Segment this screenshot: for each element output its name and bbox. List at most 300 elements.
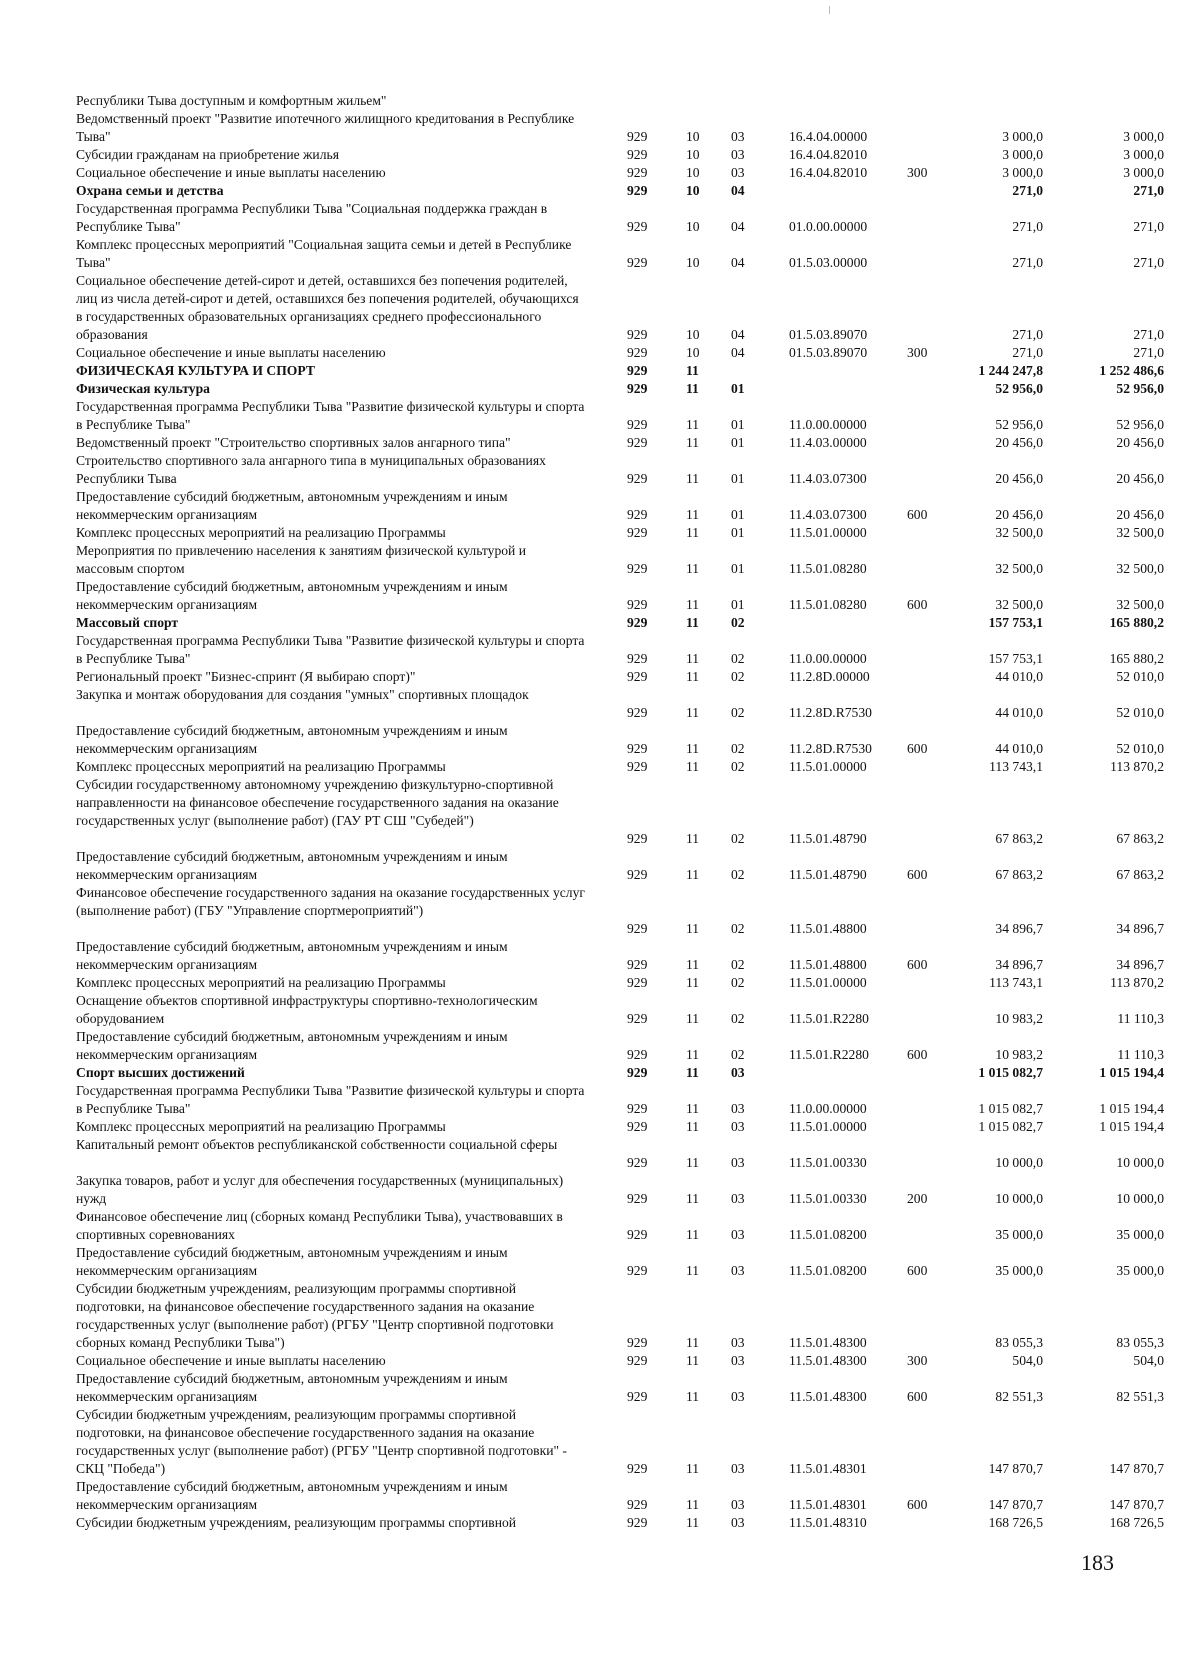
cell-min: 929 [627, 957, 648, 972]
cell-pr: 03 [731, 1065, 745, 1080]
cell-rz: 11 [686, 705, 700, 720]
cell-s2: 83 055,3 [1116, 1335, 1164, 1350]
cell-csr: 11.5.01.00000 [789, 975, 867, 990]
cell-s1: 34 896,7 [995, 921, 1043, 936]
table-section-row [76, 380, 1166, 398]
table-row [76, 632, 1166, 668]
row-description: Финансовое обеспечение лиц (сборных команд Республики Тыва), участвовавших в спортивных соревнованиях [76, 1209, 563, 1242]
cell-pr: 02 [731, 975, 745, 990]
cell-s1: 20 456,0 [995, 435, 1043, 450]
cell-min: 929 [627, 651, 648, 666]
cell-csr: 11.2.8D.R7530 [789, 705, 872, 720]
cell-pr: 03 [731, 1497, 745, 1512]
cell-pr: 02 [731, 759, 745, 774]
table-row [76, 1028, 1166, 1064]
table-row [76, 1208, 1166, 1244]
cell-s2: 168 726,5 [1109, 1515, 1164, 1530]
cell-rz: 11 [686, 363, 699, 378]
cell-s2: 165 880,2 [1109, 615, 1164, 630]
cell-s2: 165 880,2 [1109, 651, 1164, 666]
cell-pr: 04 [731, 255, 745, 270]
cell-rz: 11 [686, 669, 700, 684]
cell-rz: 11 [686, 1155, 700, 1170]
cell-s2: 34 896,7 [1116, 921, 1164, 936]
cell-s2: 35 000,0 [1116, 1263, 1164, 1278]
cell-min: 929 [627, 147, 648, 162]
cell-min: 929 [627, 669, 648, 684]
cell-pr: 03 [731, 1101, 745, 1116]
cell-vr: 600 [907, 1263, 928, 1278]
cell-rz: 10 [686, 129, 700, 144]
cell-min: 929 [627, 327, 648, 342]
cell-s2: 32 500,0 [1116, 561, 1164, 576]
cell-rz: 10 [686, 183, 700, 198]
row-description: Предоставление субсидий бюджетным, автономным учреждениям и иным некоммерческим организациям [76, 723, 508, 756]
row-description: Республики Тыва доступным и комфортным жильем" [76, 93, 387, 108]
table-row [76, 686, 1166, 722]
cell-s2: 35 000,0 [1116, 1227, 1164, 1242]
row-description: Оснащение объектов спортивной инфраструктуры спортивно-технологическим оборудованием [76, 993, 538, 1026]
cell-s2: 271,0 [1133, 219, 1164, 234]
cell-s2: 1 252 486,6 [1099, 363, 1164, 378]
row-description: Массовый спорт [76, 615, 179, 630]
table-row [76, 722, 1166, 758]
cell-min: 929 [627, 1389, 648, 1404]
cell-csr: 11.5.01.R2280 [789, 1047, 869, 1062]
cell-rz: 11 [686, 1011, 700, 1026]
row-description: ФИЗИЧЕСКАЯ КУЛЬТУРА И СПОРТ [76, 363, 315, 378]
cell-s1: 271,0 [1012, 219, 1043, 234]
cell-s2: 20 456,0 [1116, 471, 1164, 486]
row-description: Предоставление субсидий бюджетным, автономным учреждениям и иным некоммерческим организациям [76, 1371, 508, 1404]
cell-s2: 1 015 194,4 [1099, 1065, 1164, 1080]
cell-s1: 35 000,0 [995, 1227, 1043, 1242]
cell-pr: 03 [731, 1155, 745, 1170]
cell-min: 929 [627, 507, 648, 522]
cell-s2: 271,0 [1133, 255, 1164, 270]
row-description: Предоставление субсидий бюджетным, автономным учреждениям и иным некоммерческим организациям [76, 579, 508, 612]
cell-s2: 271,0 [1133, 327, 1164, 342]
cell-min: 929 [627, 1515, 648, 1530]
cell-rz: 11 [686, 759, 700, 774]
row-description: Субсидии бюджетным учреждениям, реализующим программы спортивной подготовки, на финансовое обеспечение государственного задания на оказание государственных услуг (выполнение работ) (РГБУ "Центр спортивной подготовки" - СКЦ "Победа") [76, 1407, 567, 1476]
cell-csr: 11.5.01.08280 [789, 597, 867, 612]
cell-s2: 67 863,2 [1116, 867, 1164, 882]
cell-min: 929 [627, 525, 648, 540]
cell-rz: 11 [686, 867, 700, 882]
cell-min: 929 [627, 1155, 648, 1170]
cell-csr: 11.5.01.48300 [789, 1389, 867, 1404]
row-description: Комплекс процессных мероприятий на реализацию Программы [76, 759, 446, 774]
cell-pr: 04 [731, 219, 745, 234]
cell-rz: 11 [686, 957, 700, 972]
table-row [76, 848, 1166, 884]
row-description: Предоставление субсидий бюджетным, автономным учреждениям и иным некоммерческим организациям [76, 1245, 508, 1278]
cell-pr: 03 [731, 1515, 745, 1530]
cell-rz: 10 [686, 147, 700, 162]
cell-csr: 11.4.03.07300 [789, 471, 867, 486]
cell-pr: 03 [731, 165, 745, 180]
table-row [76, 1244, 1166, 1280]
cell-min: 929 [627, 1191, 648, 1206]
page-number: 183 [1081, 1550, 1114, 1575]
cell-min: 929 [627, 435, 648, 450]
cell-min: 929 [627, 1335, 648, 1350]
cell-csr: 11.5.01.00000 [789, 525, 867, 540]
cell-pr: 03 [731, 1353, 745, 1368]
table-row [76, 92, 1166, 110]
cell-s1: 504,0 [1012, 1353, 1043, 1368]
cell-pr: 03 [731, 1227, 745, 1242]
table-row [76, 452, 1166, 488]
table-row [76, 938, 1166, 974]
table-section-row [76, 1064, 1166, 1082]
cell-csr: 11.5.01.48300 [789, 1335, 867, 1350]
cell-s1: 20 456,0 [995, 471, 1043, 486]
row-description: Ведомственный проект "Развитие ипотечного жилищного кредитования в Республике Тыва" [76, 111, 575, 144]
table-row [76, 200, 1166, 236]
cell-min: 929 [627, 363, 648, 378]
table-section-row [76, 182, 1166, 200]
cell-min: 929 [627, 1119, 648, 1134]
cell-pr: 01 [731, 525, 745, 540]
cell-rz: 11 [686, 1389, 700, 1404]
cell-s1: 44 010,0 [995, 705, 1043, 720]
cell-rz: 10 [686, 219, 700, 234]
cell-s2: 3 000,0 [1123, 129, 1164, 144]
cell-s2: 52 956,0 [1116, 417, 1164, 432]
table-row [76, 146, 1166, 164]
row-description: Закупка товаров, работ и услуг для обеспечения государственных (муниципальных) нужд [76, 1173, 564, 1206]
cell-s1: 10 983,2 [995, 1047, 1043, 1062]
table-row [76, 164, 1166, 182]
budget-table [76, 92, 1166, 1532]
cell-s1: 32 500,0 [995, 561, 1043, 576]
cell-rz: 11 [686, 1497, 700, 1512]
cell-pr: 02 [731, 669, 745, 684]
row-description: Финансовое обеспечение государственного задания на оказание государственных услуг (выполнение работ) (ГБУ "Управление спортмероприятий") [76, 885, 585, 918]
cell-min: 929 [627, 867, 648, 882]
cell-rz: 11 [686, 1191, 700, 1206]
row-description: Капитальный ремонт объектов республиканской собственности социальной сферы [76, 1137, 558, 1152]
row-description: Комплекс процессных мероприятий "Социальная защита семьи и детей в Республике Тыва" [76, 237, 572, 270]
cell-rz: 11 [686, 921, 700, 936]
cell-s1: 147 870,7 [988, 1461, 1043, 1476]
cell-s2: 52 010,0 [1116, 741, 1164, 756]
cell-csr: 16.4.04.82010 [789, 147, 868, 162]
table-row [76, 992, 1166, 1028]
cell-csr: 11.5.01.08200 [789, 1263, 867, 1278]
cell-s1: 271,0 [1012, 327, 1043, 342]
table-row [76, 398, 1166, 434]
cell-s2: 20 456,0 [1116, 507, 1164, 522]
table-row [76, 236, 1166, 272]
cell-rz: 11 [686, 1515, 700, 1530]
cell-min: 929 [627, 1263, 648, 1278]
cell-rz: 11 [686, 831, 700, 846]
cell-csr: 11.0.00.00000 [789, 417, 867, 432]
cell-pr: 02 [731, 1011, 745, 1026]
table-row [76, 1118, 1166, 1136]
table-row [76, 1406, 1166, 1478]
cell-pr: 03 [731, 1389, 745, 1404]
row-description: Государственная программа Республики Тыва "Социальная поддержка граждан в Республике Тыва" [76, 201, 548, 234]
cell-pr: 04 [731, 345, 745, 360]
cell-csr: 11.5.01.08200 [789, 1227, 867, 1242]
cell-csr: 11.5.01.48790 [789, 831, 867, 846]
cell-min: 929 [627, 975, 648, 990]
cell-pr: 01 [731, 561, 745, 576]
table-row [76, 110, 1166, 146]
cell-rz: 11 [686, 975, 700, 990]
row-description: Строительство спортивного зала ангарного типа в муниципальных образованиях Республики Тыва [76, 453, 546, 486]
cell-s2: 3 000,0 [1123, 147, 1164, 162]
cell-rz: 10 [686, 165, 700, 180]
row-description: Государственная программа Республики Тыва "Развитие физической культуры и спорта в Республике Тыва" [76, 633, 585, 666]
cell-csr: 11.5.01.48800 [789, 921, 867, 936]
cell-s2: 271,0 [1133, 345, 1164, 360]
cell-pr: 03 [731, 129, 745, 144]
cell-min: 929 [627, 129, 648, 144]
cell-csr: 11.2.8D.00000 [789, 669, 870, 684]
cell-pr: 01 [731, 471, 745, 486]
cell-min: 929 [627, 615, 648, 630]
cell-s1: 157 753,1 [988, 615, 1043, 630]
cell-vr: 600 [907, 507, 928, 522]
cell-rz: 11 [686, 417, 700, 432]
cell-pr: 03 [731, 1461, 745, 1476]
cell-s1: 113 743,1 [989, 759, 1043, 774]
cell-rz: 10 [686, 255, 700, 270]
row-description: Спорт высших достижений [76, 1065, 245, 1080]
cell-rz: 11 [686, 741, 700, 756]
cell-csr: 01.5.03.89070 [789, 327, 868, 342]
row-description: Предоставление субсидий бюджетным, автономным учреждениям и иным некоммерческим организациям [76, 489, 508, 522]
table-row [76, 524, 1166, 542]
cell-csr: 11.4.03.07300 [789, 507, 867, 522]
cell-min: 929 [627, 255, 648, 270]
table-row [76, 578, 1166, 614]
cell-s1: 1 015 082,7 [978, 1101, 1043, 1116]
table-row [76, 1136, 1166, 1172]
row-description: Социальное обеспечение и иные выплаты населению [76, 345, 386, 360]
cell-s1: 271,0 [1012, 183, 1043, 198]
cell-s1: 44 010,0 [995, 669, 1043, 684]
cell-rz: 11 [686, 651, 700, 666]
cell-min: 929 [627, 1011, 648, 1026]
table-row [76, 1370, 1166, 1406]
cell-vr: 600 [907, 1389, 928, 1404]
cell-s2: 32 500,0 [1116, 597, 1164, 612]
cell-s2: 10 000,0 [1116, 1155, 1164, 1170]
table-row [76, 488, 1166, 524]
cell-s1: 3 000,0 [1002, 129, 1043, 144]
cell-s1: 34 896,7 [995, 957, 1043, 972]
cell-s2: 1 015 194,4 [1099, 1119, 1164, 1134]
row-description: Субсидии государственному автономному учреждению физкультурно-спортивной направленности на финансовое обеспечение государственного задания на оказание государственных услуг (выполнение работ) (ГАУ РТ СШ "Субедей") [76, 777, 559, 828]
cell-csr: 11.5.01.48310 [789, 1515, 867, 1530]
cell-min: 929 [627, 1065, 648, 1080]
table-row [76, 668, 1166, 686]
cell-csr: 11.5.01.48790 [789, 867, 867, 882]
cell-csr: 11.4.03.00000 [789, 435, 867, 450]
cell-vr: 600 [907, 1497, 928, 1512]
cell-pr: 03 [731, 1335, 745, 1350]
cell-rz: 11 [686, 1263, 700, 1278]
cell-s1: 147 870,7 [988, 1497, 1043, 1512]
cell-pr: 01 [731, 417, 745, 432]
row-description: Закупка и монтаж оборудования для создания "умных" спортивных площадок [76, 687, 529, 702]
cell-csr: 11.5.01.48301 [789, 1497, 867, 1512]
cell-s2: 52 010,0 [1116, 705, 1164, 720]
cell-csr: 11.5.01.R2280 [789, 1011, 869, 1026]
cell-pr: 01 [731, 597, 745, 612]
cell-s1: 32 500,0 [995, 525, 1043, 540]
cell-rz: 11 [686, 1353, 700, 1368]
row-description: Комплекс процессных мероприятий на реализацию Программы [76, 1119, 446, 1134]
cell-min: 929 [627, 1101, 648, 1116]
cell-rz: 11 [686, 525, 700, 540]
cell-pr: 02 [731, 831, 745, 846]
table-row [76, 272, 1166, 344]
cell-rz: 11 [686, 381, 699, 396]
table-row [76, 1478, 1166, 1514]
cell-s1: 3 000,0 [1002, 165, 1043, 180]
row-description: Субсидии бюджетным учреждениям, реализующим программы спортивной [76, 1515, 517, 1530]
cell-min: 929 [627, 705, 648, 720]
cell-min: 929 [627, 1461, 648, 1476]
table-section-row [76, 362, 1166, 380]
cell-csr: 01.5.03.00000 [789, 255, 868, 270]
cell-csr: 16.4.04.00000 [789, 129, 868, 144]
cell-min: 929 [627, 219, 648, 234]
cell-s1: 83 055,3 [995, 1335, 1043, 1350]
cell-s1: 10 000,0 [995, 1155, 1043, 1170]
cell-s2: 11 110,3 [1117, 1011, 1164, 1026]
cell-vr: 600 [907, 741, 928, 756]
table-row [76, 974, 1166, 992]
row-description: Государственная программа Республики Тыва "Развитие физической культуры и спорта в Республике Тыва" [76, 1083, 585, 1116]
cell-rz: 11 [686, 1335, 700, 1350]
cell-rz: 11 [686, 1065, 699, 1080]
table-row [76, 758, 1166, 776]
cell-pr: 01 [731, 381, 745, 396]
cell-s2: 11 110,3 [1117, 1047, 1164, 1062]
table-row [76, 1280, 1166, 1352]
cell-s2: 82 551,3 [1116, 1389, 1164, 1404]
cell-min: 929 [627, 345, 648, 360]
table-row [76, 344, 1166, 362]
cell-csr: 11.5.01.00330 [789, 1155, 867, 1170]
cell-s1: 1 015 082,7 [978, 1065, 1043, 1080]
cell-pr: 04 [731, 327, 745, 342]
cell-s1: 3 000,0 [1002, 147, 1043, 162]
cell-min: 929 [627, 471, 648, 486]
cell-csr: 11.2.8D.R7530 [789, 741, 872, 756]
cell-csr: 11.5.01.00000 [789, 759, 867, 774]
table-row [76, 776, 1166, 848]
cell-min: 929 [627, 183, 648, 198]
table-row [76, 1082, 1166, 1118]
cell-csr: 11.5.01.48301 [789, 1461, 867, 1476]
cell-s2: 113 870,2 [1110, 975, 1164, 990]
cell-s1: 44 010,0 [995, 741, 1043, 756]
row-description: Государственная программа Республики Тыва "Развитие физической культуры и спорта в Республике Тыва" [76, 399, 585, 432]
cell-pr: 01 [731, 507, 745, 522]
cell-s2: 147 870,7 [1109, 1497, 1164, 1512]
cell-s1: 157 753,1 [988, 651, 1043, 666]
cell-pr: 02 [731, 1047, 745, 1062]
table-row [76, 884, 1166, 938]
cell-rz: 11 [686, 561, 700, 576]
row-description: Предоставление субсидий бюджетным, автономным учреждениям и иным некоммерческим организациям [76, 1479, 508, 1512]
cell-min: 929 [627, 921, 648, 936]
cell-rz: 11 [686, 1461, 700, 1476]
cell-s1: 271,0 [1012, 255, 1043, 270]
cell-pr: 03 [731, 1119, 745, 1134]
cell-min: 929 [627, 561, 648, 576]
cell-vr: 600 [907, 597, 928, 612]
cell-s1: 67 863,2 [995, 867, 1043, 882]
cell-s2: 34 896,7 [1116, 957, 1164, 972]
cell-vr: 300 [907, 165, 928, 180]
cell-s2: 147 870,7 [1109, 1461, 1164, 1476]
cell-csr: 16.4.04.82010 [789, 165, 868, 180]
cell-s2: 52 010,0 [1116, 669, 1164, 684]
row-description: Мероприятия по привлечению населения к занятиям физической культурой и массовым спортом [76, 543, 526, 576]
cell-vr: 600 [907, 1047, 928, 1062]
cell-s2: 32 500,0 [1116, 525, 1164, 540]
cell-pr: 03 [731, 1191, 745, 1206]
cell-s1: 52 956,0 [995, 417, 1043, 432]
row-description: Комплекс процессных мероприятий на реализацию Программы [76, 975, 446, 990]
cell-rz: 11 [686, 471, 700, 486]
cell-min: 929 [627, 831, 648, 846]
cell-pr: 02 [731, 705, 745, 720]
cell-csr: 11.0.00.00000 [789, 651, 867, 666]
cell-min: 929 [627, 741, 648, 756]
cell-min: 929 [627, 417, 648, 432]
cell-pr: 02 [731, 867, 745, 882]
cell-min: 929 [627, 597, 648, 612]
cell-s1: 271,0 [1012, 345, 1043, 360]
cell-rz: 11 [686, 1119, 700, 1134]
cell-pr: 02 [731, 615, 745, 630]
cell-min: 929 [627, 1047, 648, 1062]
table-row [76, 434, 1166, 452]
row-description: Предоставление субсидий бюджетным, автономным учреждениям и иным некоммерческим организациям [76, 849, 508, 882]
row-description: Предоставление субсидий бюджетным, автономным учреждениям и иным некоммерческим организациям [76, 1029, 508, 1062]
table-row [76, 1514, 1166, 1532]
row-description: Ведомственный проект "Строительство спортивных залов ангарного типа" [76, 435, 511, 450]
cell-min: 929 [627, 1497, 648, 1512]
row-description: Предоставление субсидий бюджетным, автономным учреждениям и иным некоммерческим организациям [76, 939, 508, 972]
cell-min: 929 [627, 1353, 648, 1368]
cell-s1: 1 244 247,8 [978, 363, 1043, 378]
cell-vr: 600 [907, 867, 928, 882]
cell-s2: 1 015 194,4 [1099, 1101, 1164, 1116]
cell-min: 929 [627, 759, 648, 774]
cell-s2: 271,0 [1133, 183, 1164, 198]
row-description: Социальное обеспечение и иные выплаты населению [76, 165, 386, 180]
cell-s2: 10 000,0 [1116, 1191, 1164, 1206]
cell-s1: 113 743,1 [989, 975, 1043, 990]
cell-csr: 11.5.01.08280 [789, 561, 867, 576]
cell-vr: 300 [907, 345, 928, 360]
row-description: Субсидии бюджетным учреждениям, реализующим программы спортивной подготовки, на финансовое обеспечение государственного задания на оказание государственных услуг (выполнение работ) (РГБУ "Центр спортивной подготовки сборных команд Республики Тыва") [76, 1281, 554, 1350]
cell-rz: 11 [686, 507, 700, 522]
cell-s1: 35 000,0 [995, 1263, 1043, 1278]
